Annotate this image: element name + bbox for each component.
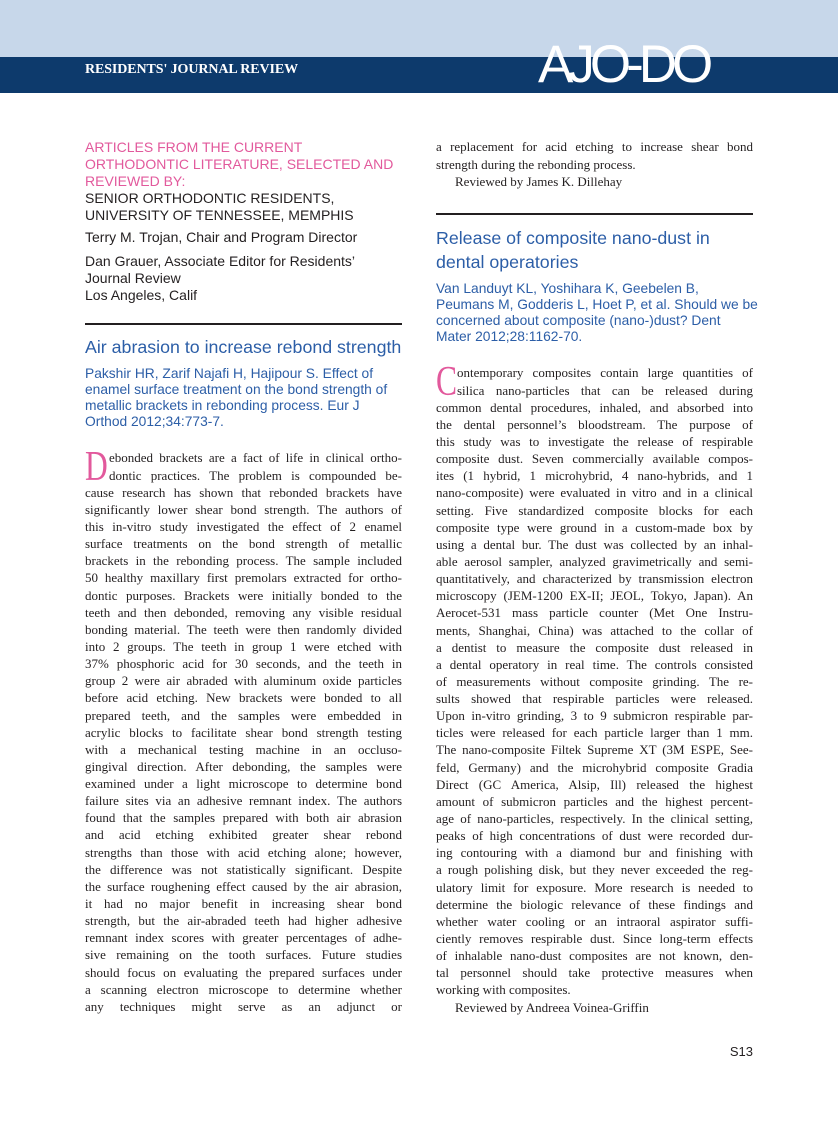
body-line: a scanning electron microscope to determine whether xyxy=(85,981,402,997)
body-line: a replacement for acid etching to increase shear bond xyxy=(436,139,753,155)
article1-reviewer: Reviewed by James K. Dillehay xyxy=(455,173,623,189)
body-line: this in-vitro study investigated the effect of 2 enamel xyxy=(85,518,402,534)
citation-line: Orthod 2012;34:773-7. xyxy=(85,414,224,430)
body-line: dontic purposes. Brackets were initially bonded to the xyxy=(85,587,402,603)
body-line: quantitatively, and characterized by transmission electron xyxy=(436,571,753,587)
body-line: age of nano-particles, respectively. In the clinical setting, xyxy=(436,811,753,827)
citation-line: Peumans M, Godderis L, Hoet P, et al. Should we be xyxy=(436,297,758,312)
body-line: ticles were released for each particle larger than 1 mm. xyxy=(436,725,753,741)
citation-line: metallic brackets in rebonding process. Eur J xyxy=(85,398,360,414)
body-line: ulatory limit for exposure. More research is needed to xyxy=(436,879,753,895)
body-line: setting. Five standardized composite blocks for each xyxy=(436,502,753,518)
article1-citation xyxy=(85,366,402,430)
intro-affiliation xyxy=(85,190,405,224)
body-line: should focus on evaluating the prepared surfaces under xyxy=(85,964,402,980)
editor-block xyxy=(85,253,405,304)
citation-line: enamel surface treatment on the bond strength of xyxy=(85,382,388,398)
body-line: the difference was not statistically significant. Despite xyxy=(85,861,402,877)
body-line: using a dental bur. The dust was collected by an inhal- xyxy=(436,536,753,552)
body-line: surface treatments on the bond strength of metallic xyxy=(85,536,402,552)
intro-block xyxy=(85,139,405,304)
article2-citation xyxy=(436,281,758,345)
header-band-light xyxy=(0,0,838,57)
body-line: composite type were ground in a custom-made box by xyxy=(436,519,753,535)
body-line: sive remaining on the tooth surfaces. Future studies xyxy=(85,947,402,963)
body-line: nano-composite) were evaluated in vitro and in a clinical xyxy=(436,485,753,501)
body-line: strengths than those with acid etching alone; however, xyxy=(85,844,402,860)
body-line: ing contouring with a diamond bur and finishing with xyxy=(436,845,753,861)
citation-line: Mater 2012;28:1162-70. xyxy=(436,329,583,344)
body-line: peaks of high concentrations of dust were recorded dur- xyxy=(436,828,753,844)
article1-title: Air abrasion to increase rebond strength xyxy=(85,337,402,357)
body-line: this study was to investigate the release of respirable xyxy=(436,433,753,449)
journal-logo: AJO-DO xyxy=(538,35,709,94)
body-line: common dental procedures, inhaled, and absorbed into xyxy=(436,399,753,415)
body-line: ciently removes respirable dust. Since long-term effects xyxy=(436,931,753,947)
body-line: the surface roughening effect caused by the air abrasion, xyxy=(85,878,402,894)
body-line: gingival direction. After debonding, the samples were xyxy=(85,758,402,774)
body-line: composite dust. Seven commercially available compos- xyxy=(436,451,753,467)
citation-line: Van Landuyt KL, Yoshihara K, Geebelen B, xyxy=(436,281,699,296)
body-line: of measurements without composite grinding. The re- xyxy=(436,673,753,689)
body-line: microscopy (JEM-1200 EX-II; JEOL, Tokyo, Japan). An xyxy=(436,588,753,604)
body-line: and acid etching exhibited greater shear rebond xyxy=(85,827,402,843)
chair-line: Terry M. Trojan, Chair and Program Director xyxy=(85,228,358,245)
body-line: sults showed that respirable particles were released. xyxy=(436,691,753,707)
body-line: dontic practices. The problem is compounded be- xyxy=(109,467,402,483)
article2-drop-cap: C xyxy=(436,359,458,406)
citation-line: Pakshir HR, Zarif Najafi H, Hajipour S. Effect of xyxy=(85,366,374,381)
article1-continued-lines xyxy=(436,138,753,172)
editor-line: Journal Review xyxy=(85,269,181,286)
article1-rule xyxy=(85,323,402,325)
body-line: bonding material. The teeth were then randomly divided xyxy=(85,621,402,637)
body-line: a rough polishing disk, but they never exceeded the reg- xyxy=(436,862,753,878)
body-line: Direct (GC America, Alsip, Ill) released the highest xyxy=(436,776,753,792)
article2-rule xyxy=(436,213,753,215)
body-line: ebonded brackets are a fact of life in clinical ortho- xyxy=(109,450,402,466)
body-line: feld, Germany) and the microhybrid composite Gradia xyxy=(436,759,753,775)
article1-drop-cap: D xyxy=(85,444,108,491)
body-line: silica nano-particles that can be released during xyxy=(457,382,753,398)
body-line: a dentist to measure the composite dust released in xyxy=(436,639,753,655)
body-line: brackets in the rebonding process. The sample included xyxy=(85,553,402,569)
body-line: able aerosol sampler, analyzed gravimetrically and semi- xyxy=(436,553,753,569)
body-line: into 2 groups. The teeth in group 1 were etched with xyxy=(85,638,402,654)
citation-line: concerned about composite (nano-)dust? Dent xyxy=(436,313,721,328)
body-line: of inhalable nano-dust composites are not known, den- xyxy=(436,948,753,964)
intro-heading-line: ARTICLES FROM THE CURRENT xyxy=(85,138,303,155)
body-line: prepared teeth, and the samples were embedded in xyxy=(85,707,402,723)
title-line: dental operatories xyxy=(436,252,579,272)
intro-heading-line: REVIEWED BY: xyxy=(85,172,186,189)
body-line: 37% phosphoric acid for 30 seconds, and the teeth in xyxy=(85,656,402,672)
body-line: failure sites via an adhesive remnant index. The authors xyxy=(85,793,402,809)
intro-heading-line: ORTHODONTIC LITERATURE, SELECTED AND xyxy=(85,155,394,172)
article2-body xyxy=(436,359,753,1015)
body-line: amount of submicron particles and the highest percent- xyxy=(436,793,753,809)
article1-body-lines xyxy=(85,449,402,1015)
body-line: Aerocet-531 mass particle counter (Met One Instru- xyxy=(436,605,753,621)
body-line: group 2 were air abraded with aluminum oxide particles xyxy=(85,673,402,689)
intro-affiliation-line: UNIVERSITY OF TENNESSEE, MEMPHIS xyxy=(85,206,354,223)
section-label: RESIDENTS' JOURNAL REVIEW xyxy=(85,62,298,77)
body-line: cause research has shown that rebonded brackets have xyxy=(85,484,402,500)
body-line: it had no major benefit in increasing shear bond xyxy=(85,896,402,912)
body-line: with a mechanical testing machine in an occluso- xyxy=(85,741,402,757)
body-line: teeth and then debonded, removing any visible residual xyxy=(85,604,402,620)
body-line: acrylic blocks to facilitate shear bond strength testing xyxy=(85,724,402,740)
body-line: strength during the rebonding process. xyxy=(436,156,636,172)
body-line: determine the biologic relevance of these findings and xyxy=(436,896,753,912)
body-line: ments, Shanghai, China) was attached to the collar of xyxy=(436,622,753,638)
body-line: Upon in-vitro grinding, 3 to 9 submicron respirable par- xyxy=(436,708,753,724)
body-line: before acid etching. New brackets were bonded to all xyxy=(85,690,402,706)
article2-reviewer: Reviewed by Andreea Voinea-Griffin xyxy=(455,999,649,1015)
body-line: any techniques might serve as an adjunct or xyxy=(85,998,402,1014)
editor-line: Dan Grauer, Associate Editor for Residents’ xyxy=(85,252,356,269)
body-line: remnant index scores with greater percentages of adhe- xyxy=(85,930,402,946)
body-line: ites (1 hybrid, 1 microhybrid, 4 nano-hybrids, and 1 xyxy=(436,468,753,484)
body-line: The nano-composite Filtek Supreme XT (3M ESPE, See- xyxy=(436,742,753,758)
editor-line: Los Angeles, Calif xyxy=(85,286,198,303)
page-number: S13 xyxy=(729,1043,753,1059)
body-line: found that the samples prepared with both air abrasion xyxy=(85,810,402,826)
article2-title xyxy=(436,226,710,274)
body-line: whether water cooling or an intraoral aspirator suffi- xyxy=(436,913,753,929)
body-line: the dental personnel’s bloodstream. The purpose of xyxy=(436,416,753,432)
article1-body xyxy=(85,444,402,1015)
body-line: 50 healthy maxillary first premolars extracted for ortho- xyxy=(85,570,402,586)
body-line: strength, but the air-abraded teeth had higher adhesive xyxy=(85,913,402,929)
body-line: significantly lower shear bond strength. The authors of xyxy=(85,501,402,517)
body-line: ontemporary composites contain large quantities of xyxy=(457,365,753,381)
title-line: Release of composite nano-dust in xyxy=(436,228,710,248)
body-line: working with composites. xyxy=(436,982,571,998)
body-line: a dental operatory in real time. The controls consisted xyxy=(436,656,753,672)
intro-heading xyxy=(85,139,405,190)
body-line: examined under a light microscope to determine bond xyxy=(85,776,402,792)
intro-affiliation-line: SENIOR ORTHODONTIC RESIDENTS, xyxy=(85,189,335,206)
article1-continuation xyxy=(436,138,753,189)
article2-body-lines xyxy=(436,364,753,998)
body-line: tal personnel should take protective measures when xyxy=(436,965,753,981)
